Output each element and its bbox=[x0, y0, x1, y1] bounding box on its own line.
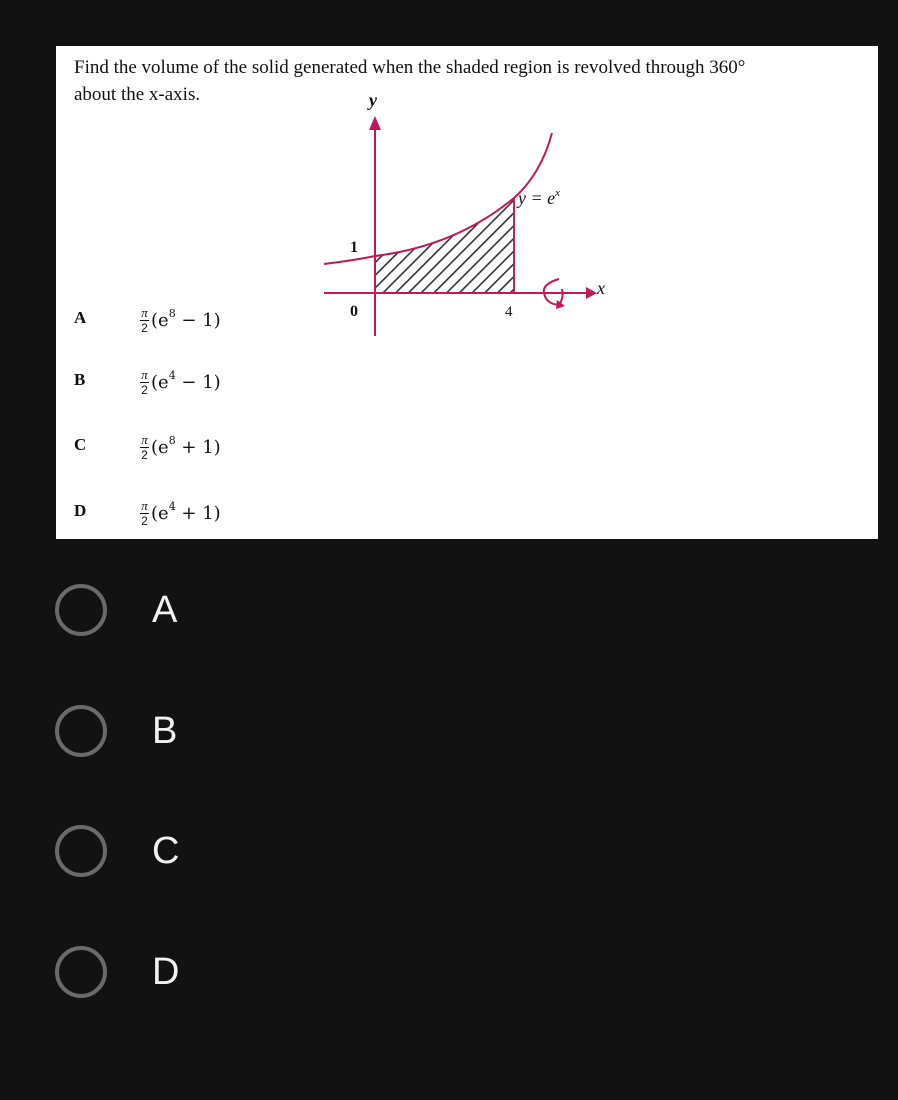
fraction bbox=[140, 306, 149, 335]
answer-choice-a[interactable] bbox=[55, 584, 355, 644]
answer-label-d[interactable]: D bbox=[152, 951, 180, 993]
curve-label bbox=[516, 187, 560, 208]
answer-choice-d[interactable] bbox=[55, 946, 355, 1006]
radio-button-b[interactable] bbox=[55, 705, 107, 757]
expression-body bbox=[151, 368, 221, 393]
fraction-denominator: 2 bbox=[141, 382, 148, 397]
fraction-numerator: π bbox=[141, 366, 148, 382]
radio-button-d[interactable] bbox=[55, 946, 107, 998]
question-line-2: about the x-axis. bbox=[74, 84, 201, 105]
expr-base: (e bbox=[151, 436, 169, 458]
origin-label: 0 bbox=[350, 303, 358, 320]
option-letter: C bbox=[74, 435, 87, 454]
x-axis-arrow bbox=[586, 287, 597, 299]
expr-exponent: 4 bbox=[168, 368, 176, 382]
option-expression bbox=[140, 427, 221, 467]
fraction bbox=[140, 499, 149, 528]
option-expression bbox=[140, 493, 221, 533]
fraction bbox=[140, 368, 149, 397]
expr-exponent: 4 bbox=[168, 499, 176, 513]
curve-label-main: y = e bbox=[518, 188, 556, 208]
x-tick-4: 4 bbox=[505, 304, 513, 320]
fraction-denominator: 2 bbox=[141, 513, 148, 528]
expression-body bbox=[151, 499, 221, 524]
answer-label-a[interactable]: A bbox=[152, 589, 178, 631]
y-axis-label: y bbox=[369, 90, 377, 110]
question-line-1: Find the volume of the solid generated when the shaded region is revolved through 360° bbox=[74, 57, 746, 78]
expr-tail: + 1) bbox=[175, 502, 221, 524]
option-letter: B bbox=[74, 370, 86, 389]
fraction-numerator: π bbox=[141, 304, 148, 320]
expr-tail: + 1) bbox=[175, 436, 221, 458]
expr-base: (e bbox=[151, 309, 169, 331]
curve-label-exponent: x bbox=[555, 187, 561, 199]
option-expression bbox=[140, 300, 221, 340]
expression-body bbox=[151, 433, 221, 458]
expr-exponent: 8 bbox=[168, 306, 176, 320]
fraction-numerator: π bbox=[141, 431, 148, 447]
expr-exponent: 8 bbox=[168, 433, 176, 447]
expression-body bbox=[151, 306, 221, 331]
option-expression bbox=[140, 362, 221, 402]
radio-button-a[interactable] bbox=[55, 584, 107, 636]
option-letter: A bbox=[74, 308, 87, 327]
y-axis-arrow bbox=[369, 116, 381, 130]
radio-button-c[interactable] bbox=[55, 825, 107, 877]
fraction-numerator: π bbox=[141, 497, 148, 513]
answer-label-c[interactable]: C bbox=[152, 830, 180, 872]
option-letter: D bbox=[74, 501, 87, 520]
expr-base: (e bbox=[151, 371, 169, 393]
fraction-denominator: 2 bbox=[141, 447, 148, 462]
x-axis-label: x bbox=[597, 278, 605, 298]
expr-tail: − 1) bbox=[175, 309, 221, 331]
shaded-region bbox=[375, 198, 514, 293]
question-card bbox=[56, 46, 878, 539]
answer-choice-b[interactable] bbox=[55, 705, 355, 765]
fraction bbox=[140, 433, 149, 462]
expr-base: (e bbox=[151, 502, 169, 524]
fraction-denominator: 2 bbox=[141, 320, 148, 335]
answer-choice-c[interactable] bbox=[55, 825, 355, 885]
answer-label-b[interactable]: B bbox=[152, 710, 178, 752]
expr-tail: − 1) bbox=[175, 371, 221, 393]
y-tick-1: 1 bbox=[350, 239, 358, 256]
